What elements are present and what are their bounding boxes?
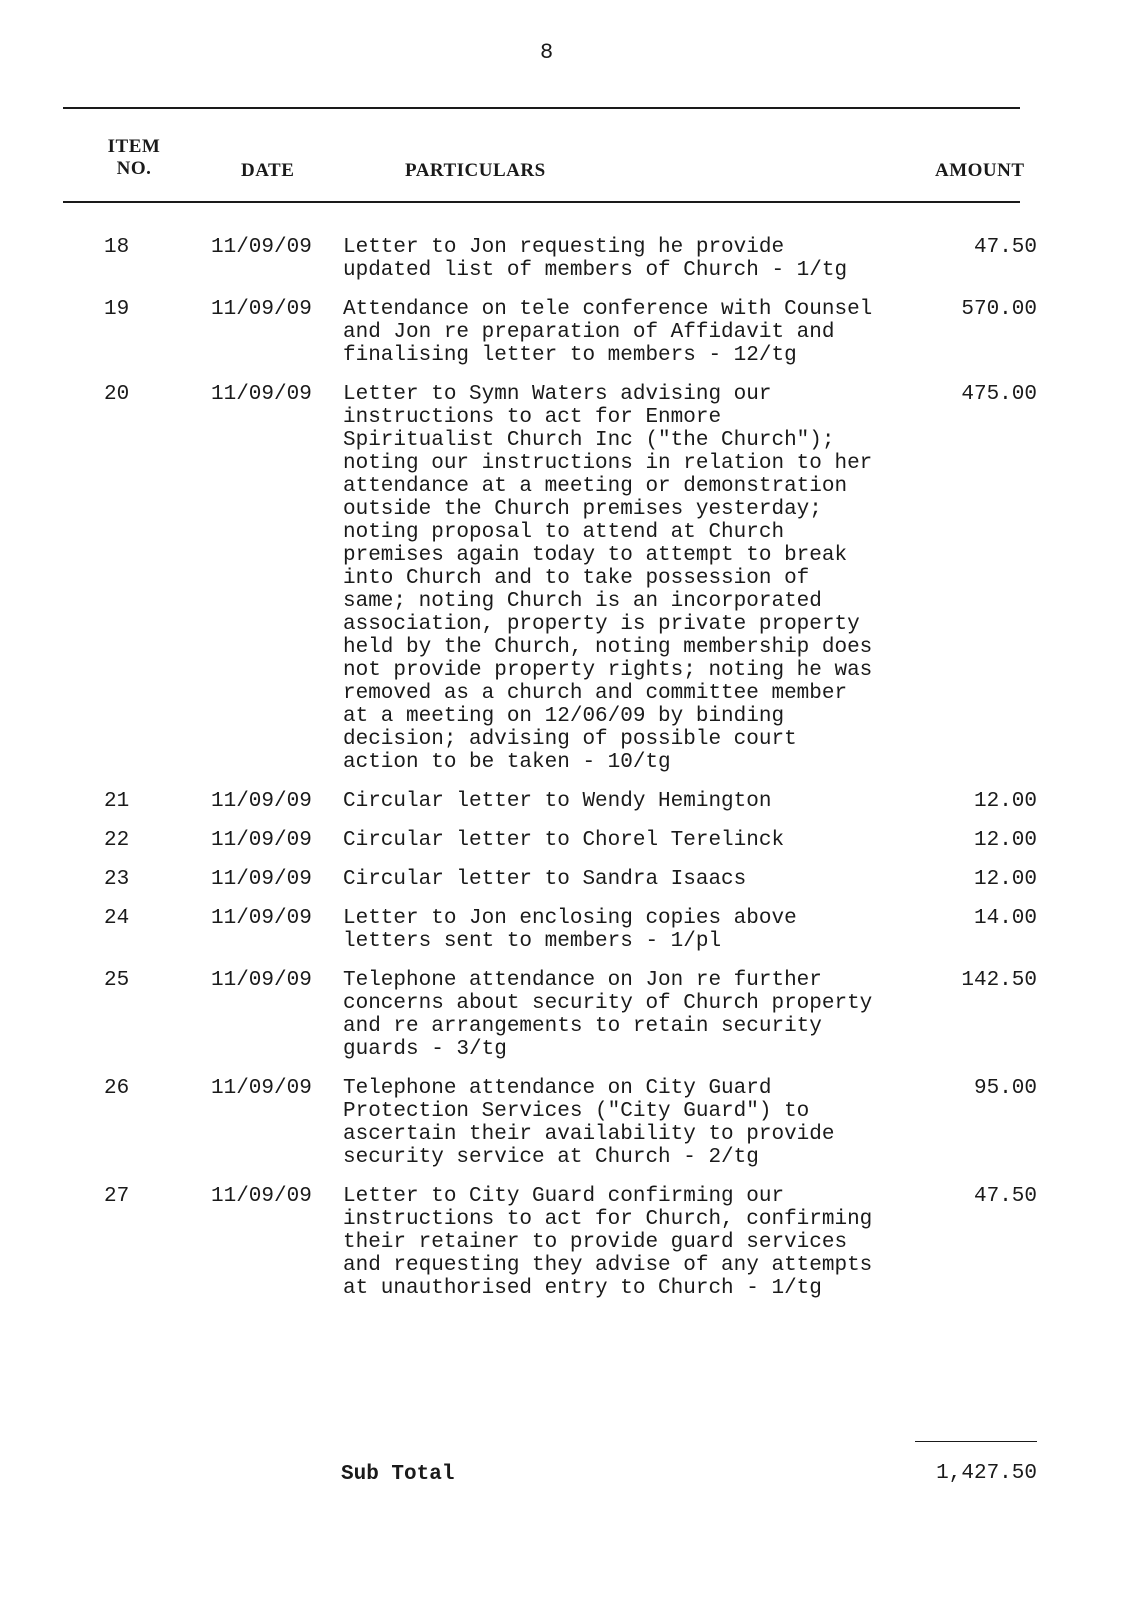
item-particulars: Letter to City Guard confirming our instructions to act for Church, confirming their retainer to provide guard services and requesting they advise of any attempts at unauthorised entry to Church - 1/tg (343, 1185, 873, 1300)
item-particulars: Letter to Jon requesting he provide updated list of members of Church - 1/tg (343, 236, 848, 282)
item-particulars: Letter to Jon enclosing copies above letters sent to members - 1/pl (343, 907, 797, 953)
item-number: 19 (104, 298, 130, 321)
table-row (0, 1077, 1130, 1169)
item-number: 26 (104, 1077, 130, 1100)
table-row (0, 383, 1130, 774)
table-row (0, 868, 1130, 891)
item-date: 11/09/09 (211, 1185, 312, 1208)
item-particulars: Circular letter to Wendy Hemington (343, 790, 772, 813)
item-particulars: Telephone attendance on City Guard Protection Services ("City Guard") to ascertain their availability to provide security service at Church - 2/tg (343, 1077, 835, 1169)
billing-items-table (0, 236, 1130, 1316)
item-amount: 475.00 (961, 383, 1037, 406)
item-number: 27 (104, 1185, 130, 1208)
table-row (0, 790, 1130, 813)
item-amount: 14.00 (973, 907, 1037, 930)
item-amount: 570.00 (961, 298, 1037, 321)
item-number: 21 (104, 790, 130, 813)
item-date: 11/09/09 (211, 790, 312, 813)
column-header-date: DATE (241, 160, 295, 181)
table-row (0, 1185, 1130, 1300)
item-particulars: Circular letter to Chorel Terelinck (343, 829, 785, 852)
item-amount: 95.00 (973, 1077, 1037, 1100)
subtotal-value: 1,427.50 (936, 1462, 1037, 1485)
subtotal-rule (915, 1441, 1037, 1442)
item-amount: 142.50 (961, 969, 1037, 992)
item-date: 11/09/09 (211, 969, 312, 992)
column-header-amount: AMOUNT (935, 160, 1025, 181)
table-row (0, 969, 1130, 1061)
item-particulars: Telephone attendance on Jon re further concerns about security of Church property and re arrangements to retain security guards - 3/tg (343, 969, 873, 1061)
table-row (0, 907, 1130, 953)
column-header-item-no: ITEM NO. (107, 136, 161, 179)
header-top-rule (63, 107, 1020, 109)
item-date: 11/09/09 (211, 868, 312, 891)
item-date: 11/09/09 (211, 236, 312, 259)
item-date: 11/09/09 (211, 383, 312, 406)
table-row (0, 298, 1130, 367)
item-date: 11/09/09 (211, 907, 312, 930)
column-header-particulars: PARTICULARS (405, 160, 546, 181)
subtotal-label: Sub Total (341, 1463, 455, 1486)
item-number: 23 (104, 868, 130, 891)
item-date: 11/09/09 (211, 1077, 312, 1100)
item-number: 22 (104, 829, 130, 852)
item-number: 18 (104, 236, 130, 259)
item-date: 11/09/09 (211, 829, 312, 852)
item-number: 20 (104, 383, 130, 406)
item-number: 24 (104, 907, 130, 930)
item-amount: 47.50 (973, 1185, 1037, 1208)
item-amount: 12.00 (973, 829, 1037, 852)
item-number: 25 (104, 969, 130, 992)
page-number: 8 (540, 40, 554, 65)
item-particulars: Letter to Symn Waters advising our instructions to act for Enmore Spiritualist Church Inc ("the Church"); noting our instructions in relation to her attendance at a meeting or demonstration outside the Church premises yesterday; noting proposal to attend at Church premises again today to attempt to break into Church and to take possession of same; noting Church is an incorporated association, property is private property held by the Church, noting membership does not provide property rights; noting he was removed as a church and committee member at a meeting on 12/06/09 by binding decision; advising of possible court action to be taken - 10/tg (343, 383, 873, 774)
header-bottom-rule (63, 201, 1020, 203)
item-amount: 12.00 (973, 868, 1037, 891)
item-amount: 12.00 (973, 790, 1037, 813)
item-particulars: Circular letter to Sandra Isaacs (343, 868, 747, 891)
table-row (0, 829, 1130, 852)
item-date: 11/09/09 (211, 298, 312, 321)
table-row (0, 236, 1130, 282)
item-amount: 47.50 (973, 236, 1037, 259)
item-particulars: Attendance on tele conference with Counsel and Jon re preparation of Affidavit and finalising letter to members - 12/tg (343, 298, 873, 367)
